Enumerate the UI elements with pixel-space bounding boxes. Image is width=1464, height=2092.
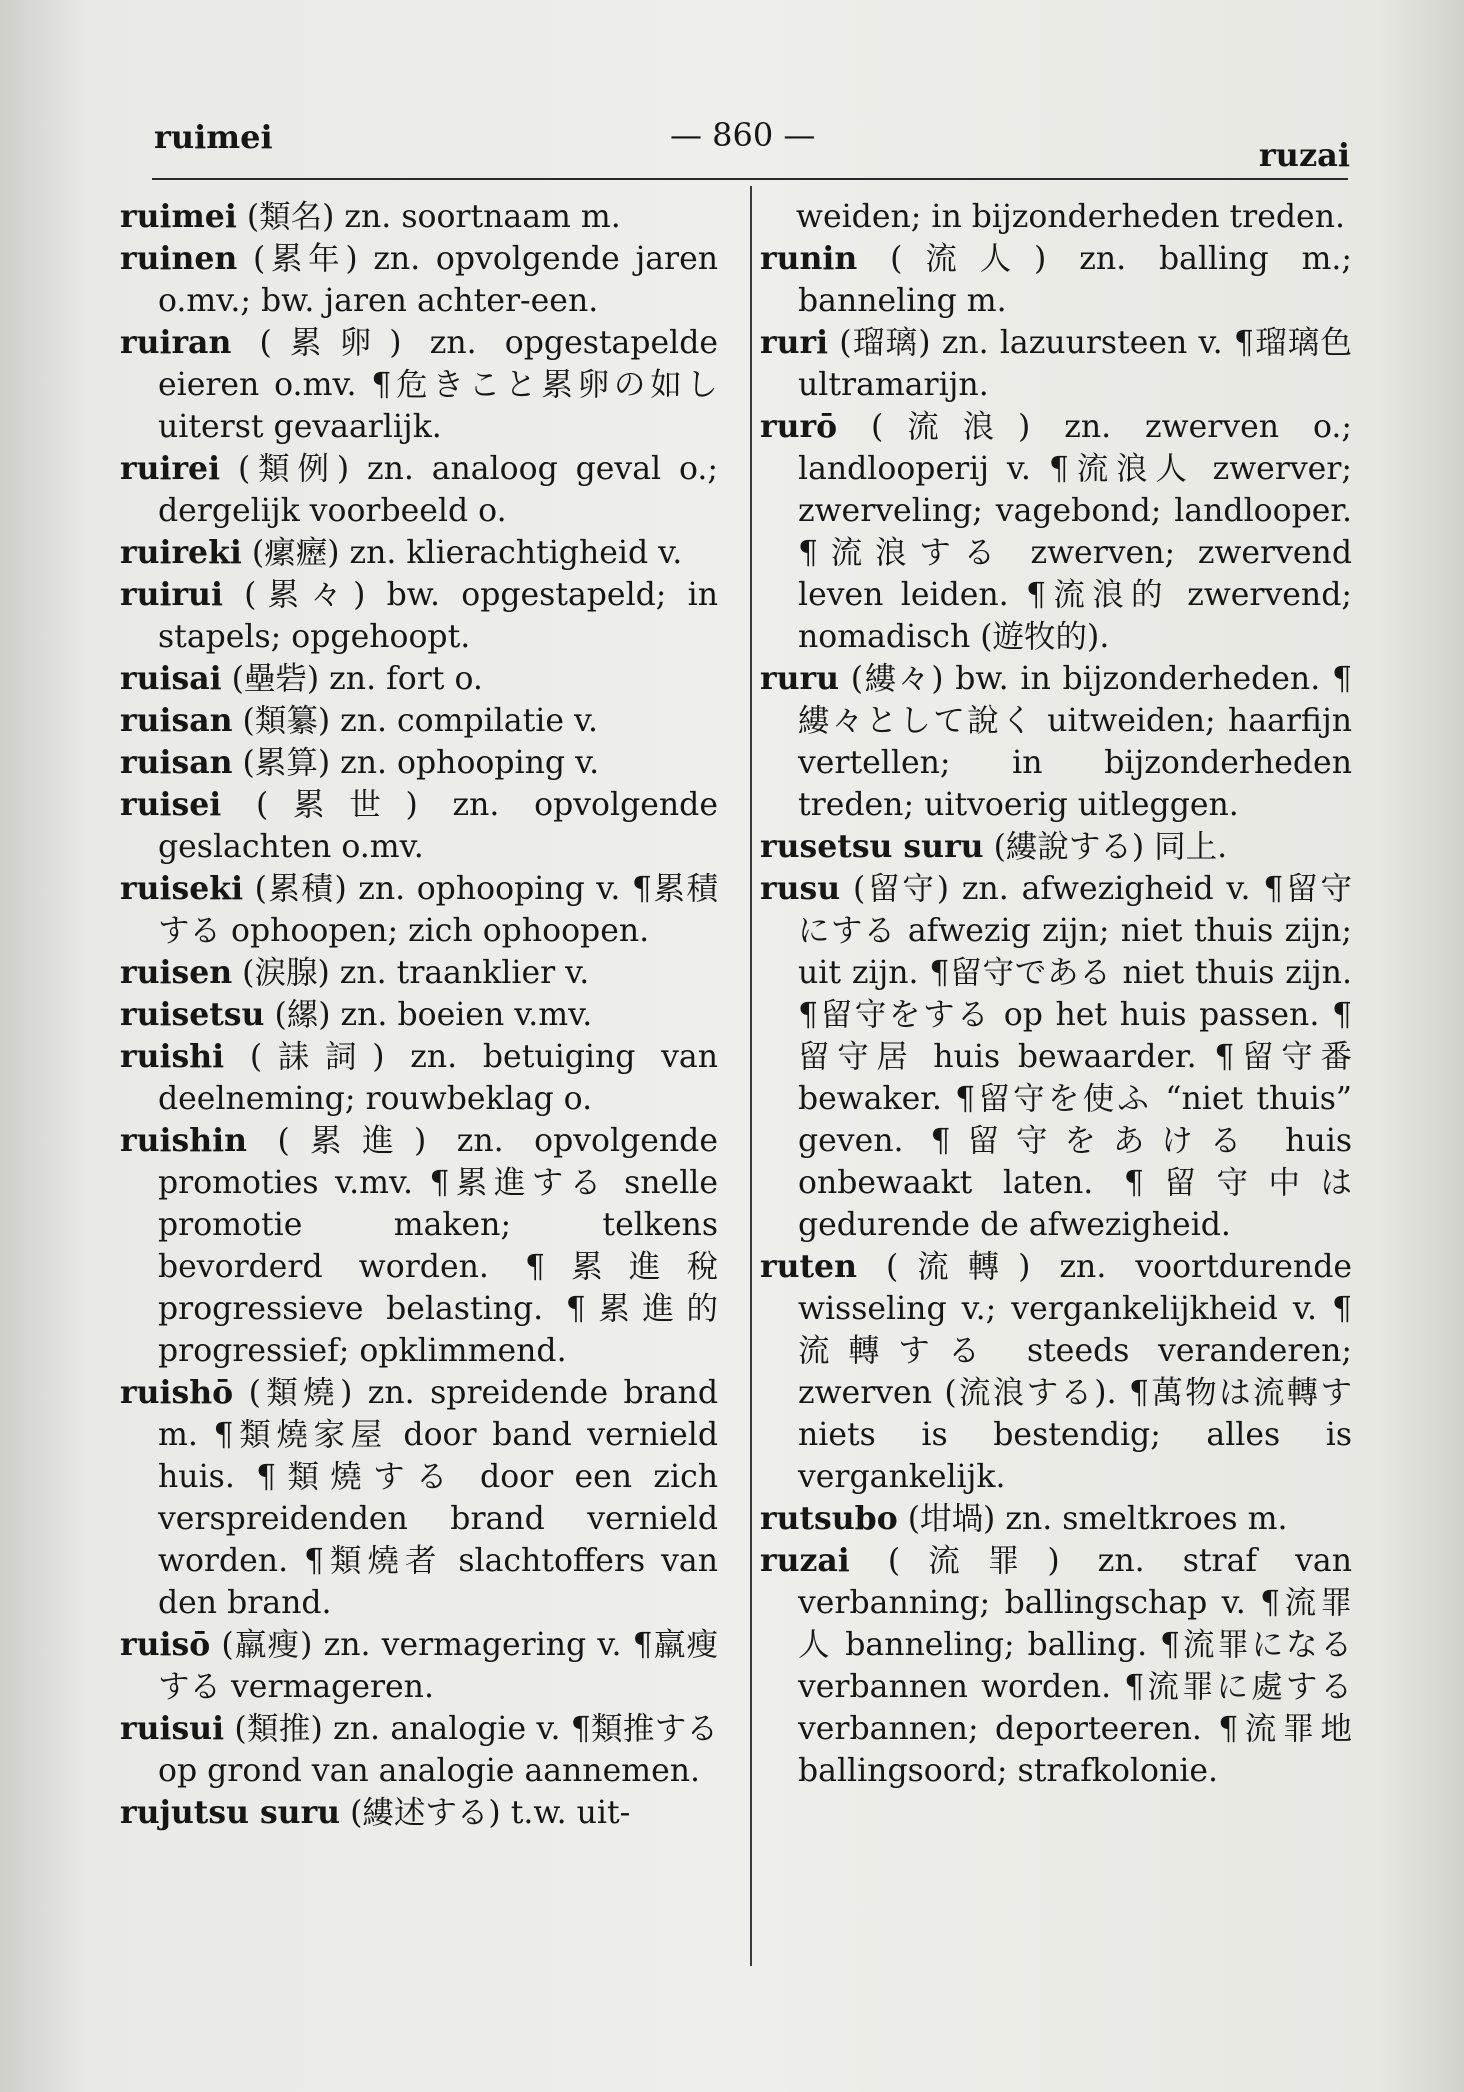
entry-headword: ruireki bbox=[120, 534, 242, 571]
entry-definition: (累々) bw. opgestapeld; in stapels; opgehoopt. bbox=[158, 577, 719, 655]
entry-headword: ruisui bbox=[120, 1710, 225, 1747]
entry-headword: ruri bbox=[760, 324, 829, 361]
entry-headword: ruru bbox=[760, 660, 839, 697]
entry-definition: (坩堝) zn. smeltkroes m. bbox=[907, 1501, 1288, 1537]
entry-headword: ruten bbox=[760, 1248, 857, 1285]
entry-headword: ruishin bbox=[120, 1122, 247, 1159]
entry-definition: (流浪) zn. zwerven o.; landlooperij v. ¶流浪人 zwerver; zwerveling; vagebond; landlooper. ¶流浪する zwerven; zwervend leven leiden. ¶流浪的 zwervend; nomadisch (遊牧的). bbox=[798, 409, 1352, 655]
entry bbox=[120, 532, 718, 574]
entry-definition: (流罪) zn. straf van verbanning; ballingschap v. ¶流罪人 banneling; balling. ¶流罪になる verbannen worden. ¶流罪に處する verbannen; deporteeren. ¶流罪地 ballingsoord; strafkolonie. bbox=[798, 1543, 1352, 1789]
entry-continuation: weiden; in bijzonderheden treden. bbox=[796, 199, 1345, 235]
left-column bbox=[120, 196, 718, 1834]
entry-definition: (壘砦) zn. fort o. bbox=[231, 661, 483, 697]
entry bbox=[120, 448, 718, 532]
entry-headword: ruisei bbox=[120, 786, 222, 823]
entry-definition: (類例) zn. analoog geval o.; dergelijk voorbeeld o. bbox=[158, 451, 718, 529]
page-header bbox=[150, 110, 1350, 174]
entry bbox=[120, 322, 718, 448]
entry-headword: ruisō bbox=[120, 1626, 211, 1663]
entry-headword: ruirui bbox=[120, 576, 223, 613]
header-last-word: ruzai bbox=[1258, 136, 1350, 174]
entry-headword: ruisai bbox=[120, 660, 222, 697]
entry-headword: rusetsu suru bbox=[760, 828, 984, 865]
entry-definition: (流轉) zn. voortdurende wisseling v.; vergankelijkheid v. ¶流轉する steeds veranderen; zwerven (流浪する). ¶萬物は流轉す niets is bestendig; alles is vergankelijk. bbox=[798, 1249, 1353, 1495]
entry bbox=[120, 742, 718, 784]
entry-definition: (累世) zn. opvolgende geslachten o.mv. bbox=[158, 787, 718, 865]
entry-definition: (類燒) zn. spreidende brand m. ¶類燒家屋 door band vernield huis. ¶類燒する door een zich verspreidenden brand vernield worden. ¶類燒者 slachtoffers van den brand. bbox=[158, 1375, 718, 1621]
entry-headword: ruisen bbox=[120, 954, 233, 991]
column-divider bbox=[750, 186, 752, 1966]
entry-definition: (涙腺) zn. traanklier v. bbox=[242, 955, 590, 991]
entry bbox=[120, 1708, 718, 1792]
entry bbox=[120, 574, 718, 658]
entry-headword: rujutsu suru bbox=[120, 1794, 341, 1831]
entry-headword: rurō bbox=[760, 408, 838, 445]
entry bbox=[120, 1624, 718, 1708]
entry-headword: runin bbox=[760, 240, 858, 277]
entry-headword: ruisetsu bbox=[120, 996, 265, 1033]
entry bbox=[120, 994, 718, 1036]
entry bbox=[760, 1498, 1352, 1540]
entry-definition: (累卵) zn. opgestapelde eieren o.mv. ¶危きこと累卵の如し uiterst gevaarlijk. bbox=[158, 325, 719, 445]
entry-definition: (流人) zn. balling m.; banneling m. bbox=[798, 241, 1352, 319]
entry-headword: ruisan bbox=[120, 744, 233, 781]
entry bbox=[120, 1120, 718, 1372]
entry-definition: (類推) zn. analogie v. ¶類推する op grond van analogie aannemen. bbox=[158, 1711, 718, 1789]
entry-definition: (累年) zn. opvolgende jaren o.mv.; bw. jaren achter-een. bbox=[158, 241, 718, 319]
entry-definition: (縷說する) 同上. bbox=[993, 829, 1228, 865]
entry-definition: (瑠璃) zn. lazuursteen v. ¶瑠璃色 ultramarijn. bbox=[798, 325, 1353, 403]
entry-headword: ruisan bbox=[120, 702, 233, 739]
entry-headword: ruinen bbox=[120, 240, 238, 277]
entry bbox=[120, 784, 718, 868]
entry-definition: (留守) zn. afwezigheid v. ¶留守にする afwezig zijn; niet thuis zijn; uit zijn. ¶留守である niet thuis zijn. ¶留守をする op het huis passen. ¶留守居 huis bewaarder. ¶留守番 bewaker. ¶留守を使ふ “niet thuis” geven. ¶留守をあける huis onbewaakt laten. ¶留守中は gedurende de afwezigheid. bbox=[798, 871, 1353, 1243]
entry-definition: (瘰癧) zn. klierachtigheid v. bbox=[251, 535, 683, 571]
entry-definition: (類名) zn. soortnaam m. bbox=[246, 199, 621, 235]
entry bbox=[760, 406, 1352, 658]
entry bbox=[760, 826, 1352, 868]
entry bbox=[760, 238, 1352, 322]
entry bbox=[120, 658, 718, 700]
entry-definition: (累進) zn. opvolgende promoties v.mv. ¶累進する snelle promotie maken; telkens bevorderd worden. ¶累進稅 progressieve belasting. ¶累進的 progressief; opklimmend. bbox=[158, 1123, 718, 1369]
page-number: — 860 — bbox=[670, 116, 816, 154]
entry-definition: (類纂) zn. compilatie v. bbox=[242, 703, 599, 739]
entry-headword: ruiran bbox=[120, 324, 232, 361]
entry-headword: ruzai bbox=[760, 1542, 850, 1579]
entry bbox=[760, 1540, 1352, 1792]
entry-headword: ruirei bbox=[120, 450, 221, 487]
entry bbox=[760, 322, 1352, 406]
entry-headword: ruimei bbox=[120, 198, 237, 235]
entry-definition: (羸瘦) zn. vermagering v. ¶羸瘦する vermageren. bbox=[158, 1627, 718, 1705]
entry bbox=[120, 952, 718, 994]
entry-definition: (誄詞) zn. betuiging van deelneming; rouwbeklag o. bbox=[158, 1039, 718, 1117]
entry-headword: ruishō bbox=[120, 1374, 234, 1411]
entry-definition: (縷述する) t.w. uit- bbox=[350, 1795, 631, 1831]
right-column bbox=[760, 196, 1352, 1792]
entry bbox=[120, 868, 718, 952]
entry bbox=[760, 658, 1352, 826]
header-first-word: ruimei bbox=[154, 118, 273, 156]
entry-headword: ruishi bbox=[120, 1038, 225, 1075]
entry-definition: (累算) zn. ophooping v. bbox=[242, 745, 600, 781]
entry bbox=[760, 868, 1352, 1246]
entry-definition: (累積) zn. ophooping v. ¶累積する ophoopen; zich ophoopen. bbox=[158, 871, 718, 949]
entry-definition: (縲) zn. boeien v.mv. bbox=[274, 997, 593, 1033]
entry bbox=[120, 1372, 718, 1624]
entry bbox=[760, 1246, 1352, 1498]
entry bbox=[120, 700, 718, 742]
entry bbox=[120, 196, 718, 238]
entry-headword: rusu bbox=[760, 870, 841, 907]
entry-definition: (縷々) bw. in bijzonderheden. ¶縷々として說く uitweiden; haarfijn vertellen; in bijzonderheden treden; uitvoerig uitleggen. bbox=[798, 661, 1352, 823]
entry bbox=[120, 238, 718, 322]
entry-headword: rutsubo bbox=[760, 1500, 898, 1537]
entry bbox=[120, 1036, 718, 1120]
header-rule bbox=[152, 178, 1348, 180]
entry-headword: ruiseki bbox=[120, 870, 244, 907]
entry bbox=[120, 1792, 718, 1834]
